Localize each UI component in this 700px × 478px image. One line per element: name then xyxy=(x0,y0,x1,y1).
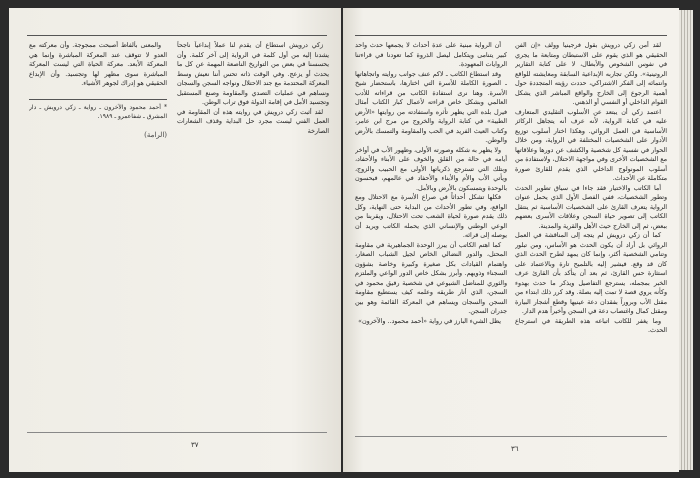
footnote-rule xyxy=(29,99,167,100)
paragraph: زكي درويش استطاع أن يقدم لنا عملاً إبداعياً ناجحاً يشدنا إليه من أول كلمة في الرواية إلى آخر كلمة. وأن يحسسنا في بعض من التواريخ الناصعة المهمة عن كل ما يحدث أو يزعج. وفي الوقت ذاته تحس أننا نعيش وسط المعركة المحتدمة مع جند الاحتلال ونواجه السجن والسجان ونساهم في عمليات التصدي والمقاومة وصنع المستقبل وتجسيد الأمل في إقامة الدولة فوق تراب الوطن. xyxy=(177,42,329,106)
left-page xyxy=(9,8,341,472)
page-number: ٣٧ xyxy=(191,441,199,449)
left-page-column-left xyxy=(29,41,167,151)
paragraph: وقد استطاع الكاتب ـ لاكم عنف جوانب روايته واتجاهاتها ـ الصورة الكاملة للأسرة التي اختارها، باستحضار شيخ الأسرة. وهنا نرى استفادة الكاتب من قراءاته للأدب العالمي وبشكل خاص قراءته لأعمال كبار الكتاب أمثال فيرل بلده التي يظهر تأثره واستفادته من روايتها «الأرض الطيبة» في كتابة الرواية والخروج من مرج ابن عامر، وكتاب العيث الفريد في الحب والمقاومة والتمسك بالأرض والوطن. xyxy=(355,70,507,144)
right-page-column-left xyxy=(355,41,507,433)
paragraph: أن الرواية مبنية على عدة أحداث لا يجمعها حدث واحد كبير يتنامى ويتكامل ليصل الذروة كما تعودنا في قراءتنا الروايات المعهودة. xyxy=(355,42,507,68)
footnote: * أحمد محمود والآخرون ـ رواية ـ زكي درويش ـ دار المشرق ـ شفاعمرو ـ ١٩٨٩. xyxy=(29,103,167,120)
paragraph: كما اهتم الكاتب أن يبرز الوحدة الجماهيرية في مقاومة المحتل، والدور النضالي الخاص لجيل الشباب الصغار، واهتمام القيادات بكل صغيرة وكبيرة وخاصة بشؤون السجناء وذويهم. وأبرز بشكل خاص الدور الواعي والملتزم والثوري للمناضل الشيوعي في شخصية رفيق محمود في السجن، الذي أنار طريقه وعلمه كيف يستطيع مقاومة السجن والسجان ويساهم في المعركة القائمة وهو بين جدران السجن. xyxy=(355,241,507,315)
paragraph: لقد أمن زكي درويش بقول فرجينيا وولف «إن الفن الحقيقي هو الذي يقوم على الاستبطان ومتابعة ما يجري في نفوس الشخوص والأبطال، لا على كتابة التقارير الروتينية». ولكن تجاربه الإبداعية السابقة ومعايشته للواقع وانتمائه إلى الفكر الاشتراكي، حددت رؤيته المتجددة حول أهمية الرجوع إلى الخارج والواقع المباشر الذي يشكل القوام الداخلي أو النفسي أو الذهني. xyxy=(515,42,667,106)
top-rule xyxy=(355,35,667,36)
paragraph: ولا يظهر به شكله وصورته الأولى، وظهور الأب في أواخر أيامه في حالة من القلق والخوف على الأبناء والأحفاد، وبتلك التي تسترجع ذكرياتها الأولى مع الحبيب والزوج، ويأتي الأب والأم والأبناء والأحفاد في عالمهم، فيحسون بالوحدة ويتمسكون بالأرض وبالأمل. xyxy=(355,146,507,192)
paragraph: كما أن زكي درويش لم يتجه إلى المناقشة في العمل الروائي بل أراد أن يكون الحدث هو الأساس، ومن تبلور وتنامي الشخصية أكثر، وإنما كان يمهد لطرح الحدث الذي كان قد وقع. فيشير إليه بالتلميح تارة وبالاعتماد على استثارة حس القارئ، ثم بعد أن يتأكد بأن القارئ عرف الخبر بمجمله، يسترجع التفاصيل ويذكر ما حدث بهدوء وكأنه يروي قصة لا تمت إليه بصلة. وقد كرر ذلك ابتداء من مقتل الأب وبروراً بفقدان دعة عينيها وقطع أشجار البيارة ومقتل كمال واغتصاب دعة في السجن وأخيراً هدم الدار. xyxy=(515,232,667,315)
paragraph: فكلها تشكل أحداثاً في صراع الأسرة مع الاحتلال ومع الواقع، وفي تطور الأحداث من البداية حتى النهاية، وكل ذلك يقدم صورة لحياة الشعب تحت الاحتلال، ويقربنا من الوعي الوطني والإنساني الذي يحمله الكاتب ويريد أن يوصله إلى قرائه. xyxy=(355,194,507,239)
paragraph: اعتمد زكي أن يبتعد عن الأسلوب التقليدي المتعارف عليه في كتابة الرواية، لأنه عرف أنه يتجاهل الركائز الأساسية في العمل الروائي. وهكذا اختار أسلوب توزيع الأدوار على الشخصيات المختلفة في الرواية، ومن خلال الحوار في نفسية كل شخصية والكشف عن دورها وعلاقاتها مع الشخصيات الأخرى وفي مواجهة الاحتلال، ولاستفادة من أسلوب المونولوج الداخلي الذي يقدم للقارئ صورة متكاملة عن الأحداث. xyxy=(515,108,667,182)
signature-location: (الرامة) xyxy=(144,130,167,139)
paragraph: لقد أثبت زكي درويش في روايته هذه أن المقاومة في العمل الفني ليست مجرد حل البداية وقذف الشعارات الصارخة xyxy=(177,108,329,135)
right-page-column-right xyxy=(515,41,667,433)
bottom-rule xyxy=(27,432,327,433)
page-number: ٣٦ xyxy=(511,445,519,453)
bottom-rule xyxy=(355,436,667,437)
right-page xyxy=(343,8,679,472)
left-page-column-right xyxy=(177,41,329,141)
page-edges xyxy=(679,10,693,470)
paragraph: يظل الشيء البارز في رواية «أحمد محمود.. والآخرون» xyxy=(358,317,501,325)
top-rule xyxy=(27,35,327,36)
paragraph: وما يغفر للكاتب اتباعه هذه الطريقة في استرجاع الحدث. xyxy=(515,317,667,334)
paragraph: أما الكاتب والاختيار فقد جاءا في سياق تطوير الحدث وتطور الشخصيات، ففي الفصل الأول الذي يحمل عنوان الرواية يتعرف القارئ على الشخصيات الأساسية ثم ينتقل الكاتب إلى تصوير حياة السجن وعلاقات الأسرى بعضهم ببعض، ثم إلى الخارج حيث الأهل والقرية والمدينة. xyxy=(515,184,667,230)
paragraph: والمعنى بألفاظ أصبحت ممجوجة. وأن معركته مع العدو لا تتوقف عند المعركة المباشرة وإنما هي المعركة الأبعد. معركة الحياة التي ليست المعركة المباشرة سوى مظهر لها وتجسيد. وأن الإبداع الحقيقي هو إدراك لجوهر الأشياء. xyxy=(29,42,167,87)
